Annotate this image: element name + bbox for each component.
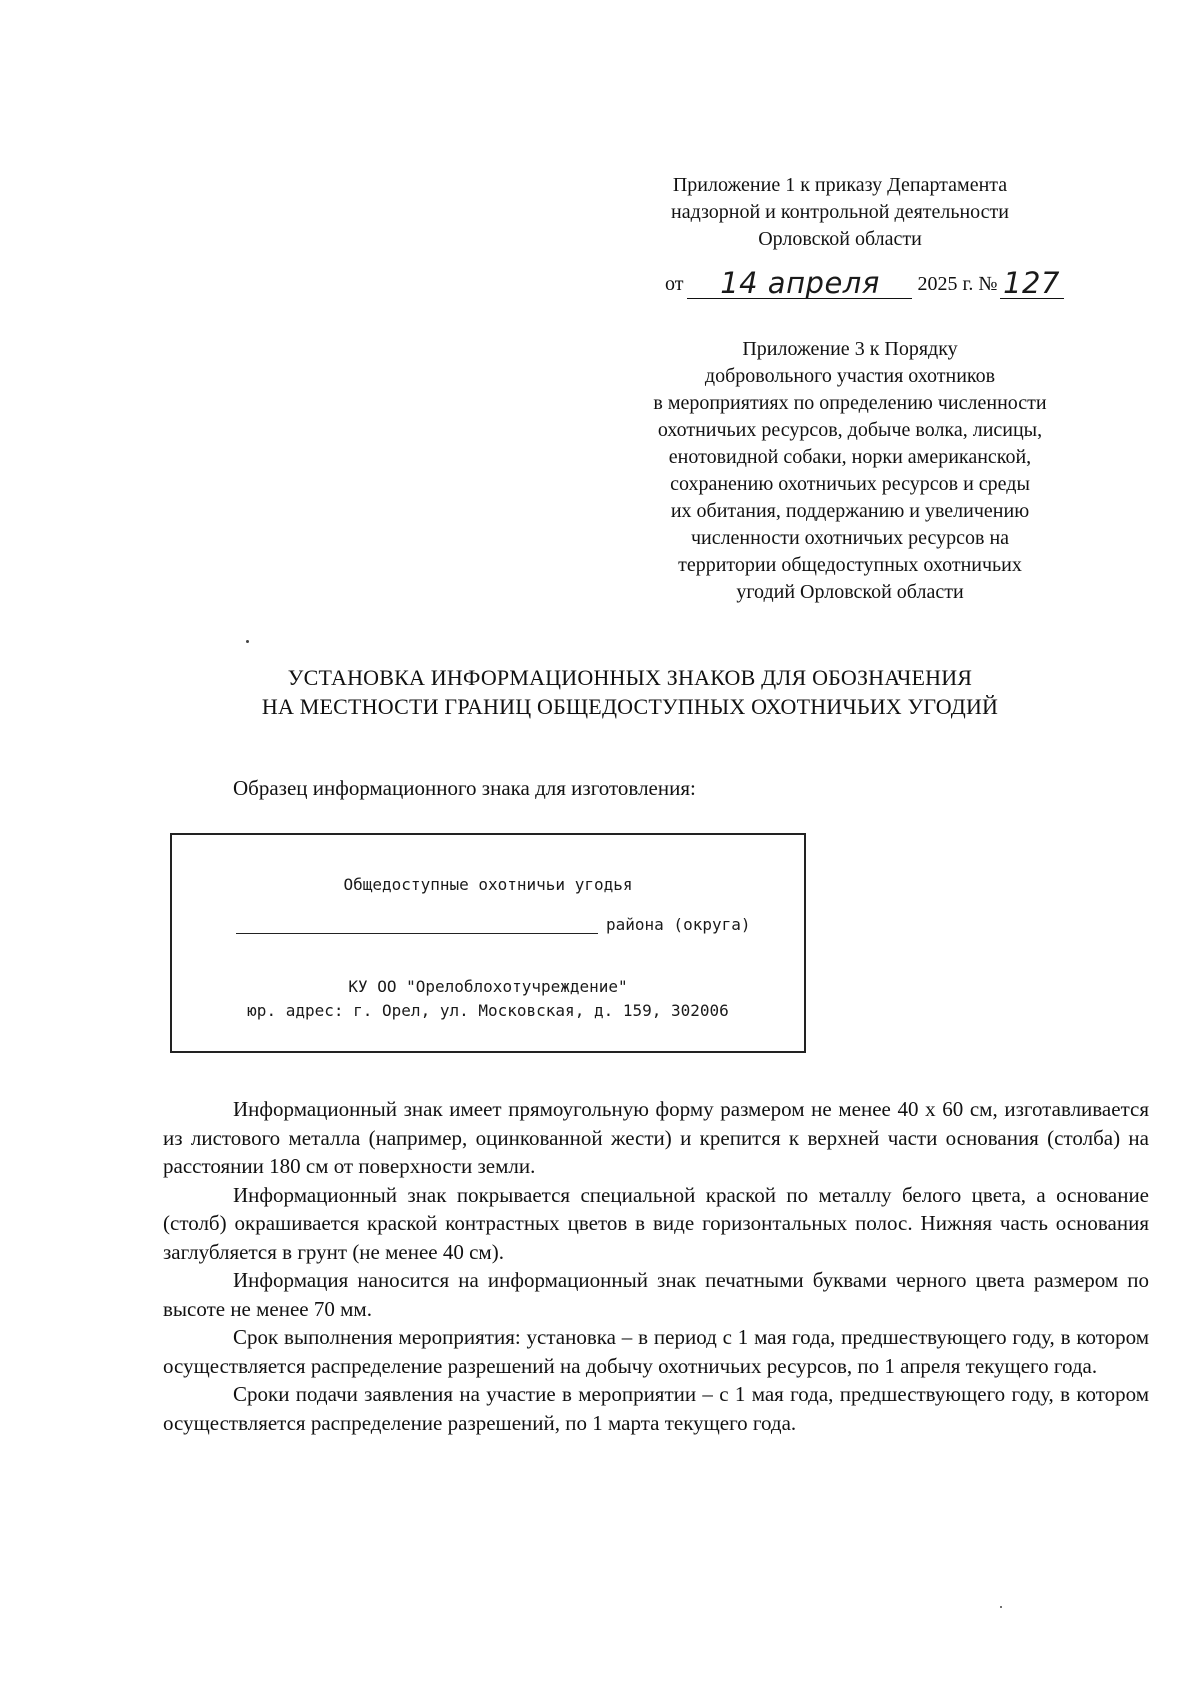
sign-organization: КУ ОО "Орелоблохотучреждение"	[348, 977, 628, 996]
paragraph: Срок выполнения мероприятия: установка – в период с 1 мая года, предшествующего году, в котором осуществляется распределение разрешений на добычу охотничьих ресурсов, по 1 апреля текущего года.	[163, 1325, 1149, 1378]
annex-3-line: охотничьих ресурсов, добыче волка, лисицы,	[657, 419, 1043, 441]
document-heading	[180, 663, 1080, 721]
sign-blank-field	[236, 915, 598, 934]
heading-line-2: НА МЕСТНОСТИ ГРАНИЦ ОБЩЕДОСТУПНЫХ ОХОТНИЧЬИХ УГОДИЙ	[261, 694, 999, 719]
annex-1-line-1: Приложение 1 к приказу Департамента	[672, 174, 1008, 196]
annex-3-line: численности охотничьих ресурсов на	[690, 527, 1010, 549]
paragraph: Информационный знак имеет прямоугольную форму размером не менее 40 х 60 см, изготавливается из листового металла (например, оцинкованной жести) и крепится к верхней части основания (столба) на расстоянии 180 см от поверхности земли.	[163, 1097, 1149, 1178]
order-date-line	[665, 268, 1085, 299]
scan-speck	[1000, 1606, 1002, 1608]
sign-title: Общедоступные охотничьи угодья	[343, 875, 633, 894]
sign-district-suffix: района (округа)	[606, 915, 751, 934]
annex-3-line: их обитания, поддержанию и увеличению	[670, 500, 1030, 522]
sign-address: юр. адрес: г. Орел, ул. Московская, д. 159, 302006	[247, 1001, 729, 1020]
annex-3-header	[600, 336, 1100, 606]
paragraph: Информационный знак покрывается специальной краской по металлу белого цвета, а основание (столб) окрашивается краской контрастных цветов в виде горизонтальных полос. Нижняя часть основания заглубляется в грунт (не менее 40 см).	[163, 1182, 1149, 1264]
annex-1-header	[600, 172, 1080, 253]
scan-speck	[246, 640, 249, 643]
annex-3-line: сохранению охотничьих ресурсов и среды	[670, 473, 1030, 495]
annex-3-line: енотовидной собаки, норки американской,	[668, 446, 1032, 468]
heading-line-1: УСТАНОВКА ИНФОРМАЦИОННЫХ ЗНАКОВ ДЛЯ ОБОЗНАЧЕНИЯ	[287, 665, 973, 690]
handwritten-date: 14 апреля	[687, 268, 912, 299]
paragraph: Информация наносится на информационный знак печатными буквами черного цвета размером по высоте не менее 70 мм.	[163, 1268, 1149, 1321]
body-text	[163, 1095, 1149, 1437]
annex-3-line: Приложение 3 к Порядку	[742, 338, 958, 360]
sign-district-line	[236, 915, 751, 934]
sign-sample-box	[170, 833, 806, 1053]
date-prefix: от	[665, 273, 684, 295]
annex-3-line: добровольного участия охотников	[704, 365, 996, 387]
annex-3-line: угодий Орловской области	[736, 581, 964, 603]
sample-caption: Образец информационного знака для изготовления:	[233, 776, 696, 800]
annex-1-line-3: Орловской области	[758, 228, 922, 250]
annex-1-line-2: надзорной и контрольной деятельности	[670, 201, 1010, 223]
handwritten-order-number: 127	[1000, 268, 1064, 299]
annex-3-line: в мероприятиях по определению численности	[653, 392, 1047, 414]
annex-3-line: территории общедоступных охотничьих	[678, 554, 1022, 576]
order-year: 2025 г. №	[917, 273, 998, 295]
paragraph: Сроки подачи заявления на участие в мероприятии – с 1 мая года, предшествующего году, в котором осуществляется распределение разрешений, по 1 марта текущего года.	[163, 1382, 1149, 1435]
